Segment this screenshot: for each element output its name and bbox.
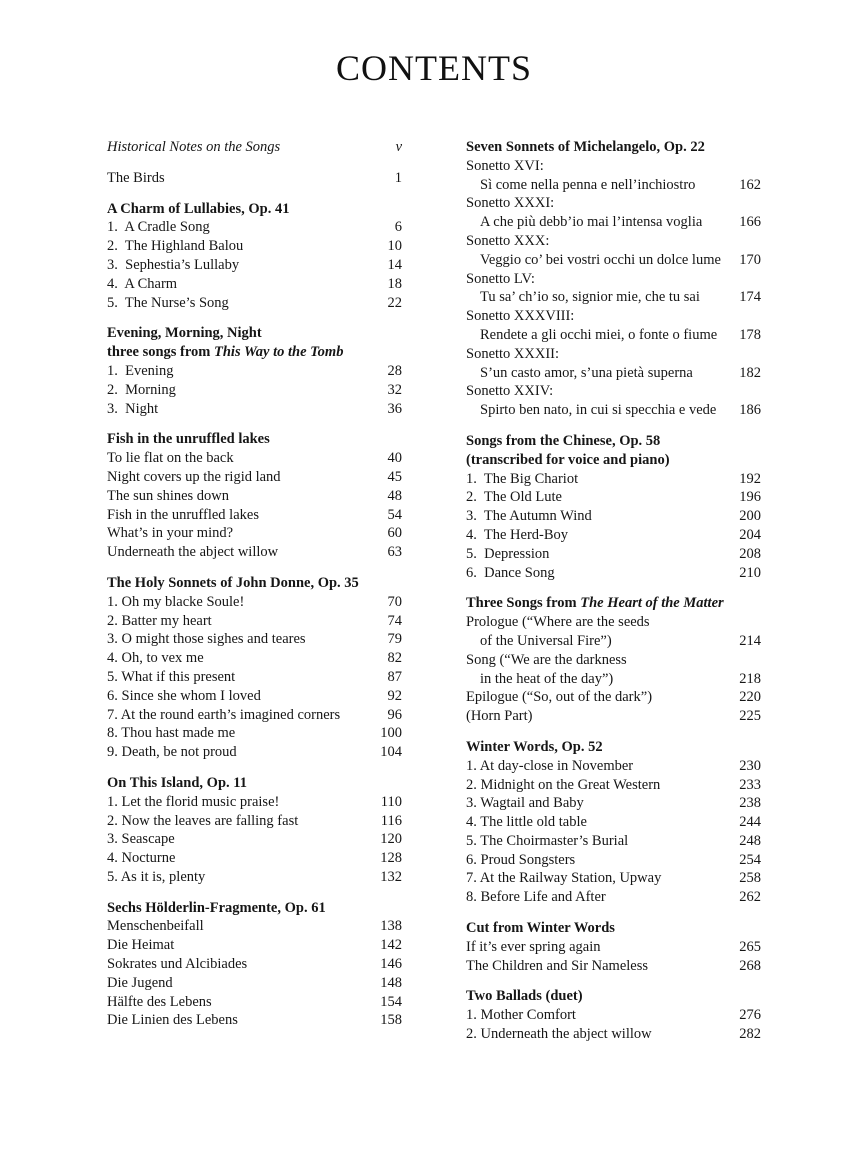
entry-title: 1. Let the florid music praise!	[107, 793, 280, 810]
entry-page-number: 178	[739, 326, 761, 343]
heading-text-run: The Heart of the Matter	[580, 595, 724, 612]
entry-page-number: 138	[380, 918, 402, 935]
entry-title: Prologue (“Where are the seeds	[466, 614, 650, 631]
toc-entry	[466, 776, 761, 795]
entry-title: 1. At day-close in November	[466, 757, 634, 774]
entry-page-number: 128	[380, 850, 402, 867]
toc-entry	[466, 488, 761, 507]
entry-page-number: v	[395, 139, 402, 155]
entry-title: 5. What if this present	[107, 668, 236, 685]
entry-page-number: 110	[380, 793, 402, 810]
entry-title: 4. A Charm	[107, 275, 178, 292]
entry-page-number: 48	[387, 487, 402, 504]
toc-entry	[466, 157, 761, 176]
entry-page-number: 10	[387, 238, 402, 255]
toc-entry	[466, 613, 761, 632]
entry-page-number: 204	[739, 526, 761, 543]
toc-entry	[466, 401, 761, 420]
toc-entry	[466, 526, 761, 545]
entry-title: 5. Depression	[466, 545, 550, 562]
right-column	[466, 138, 761, 1044]
toc-entry	[107, 169, 402, 188]
heading-text-run: This Way to the Tomb	[214, 344, 344, 361]
entry-page-number: 262	[739, 889, 761, 906]
entry-title: Sonetto XXX:	[466, 232, 550, 249]
entry-page-number: 132	[380, 868, 402, 885]
heading-text-run: Seven Sonnets of Michelangelo, Op. 22	[466, 139, 705, 155]
section-heading	[107, 774, 402, 793]
entry-title: 3. Sephestia’s Lullaby	[107, 256, 240, 273]
entry-title: Hälfte des Lebens	[107, 993, 212, 1010]
section-heading	[107, 324, 402, 343]
entry-title: Fish in the unruffled lakes	[107, 506, 259, 523]
entry-page-number: 170	[739, 251, 761, 268]
toc-entry	[466, 345, 761, 364]
toc-entry	[466, 507, 761, 526]
entry-title: 4. Oh, to vex me	[107, 650, 204, 667]
toc-entry	[107, 974, 402, 993]
entry-title: 2. The Old Lute	[466, 489, 562, 506]
entry-page-number: 63	[387, 544, 402, 561]
section-heading	[107, 343, 402, 362]
toc-entry	[466, 938, 761, 957]
entry-page-number: 104	[380, 744, 402, 761]
toc-entry	[107, 593, 402, 612]
entry-title: in the heat of the day”)	[480, 670, 614, 687]
entry-page-number: 192	[739, 470, 761, 487]
entry-title: Sonetto XXXVIII:	[466, 308, 575, 325]
toc-entry	[107, 138, 402, 157]
toc-section	[466, 987, 761, 1043]
entry-title: Sonetto XXXI:	[466, 195, 555, 212]
entry-page-number: 70	[387, 593, 402, 610]
toc-entry	[107, 687, 402, 706]
toc-entry	[107, 294, 402, 313]
toc-entry	[466, 1025, 761, 1044]
entry-page-number: 36	[387, 400, 402, 417]
toc-entry	[107, 724, 402, 743]
entry-page-number: 254	[739, 851, 761, 868]
entry-title: Sonetto XXIV:	[466, 383, 554, 400]
entry-title: To lie flat on the back	[107, 450, 234, 467]
toc-entry	[107, 743, 402, 762]
entry-title: Menschenbeifall	[107, 918, 204, 935]
entry-page-number: 200	[739, 508, 761, 525]
entry-title: 6. Dance Song	[466, 564, 555, 581]
toc-entry	[107, 649, 402, 668]
entry-title: 2. Underneath the abject willow	[466, 1026, 652, 1043]
toc-entry	[107, 1011, 402, 1030]
toc-entry	[466, 382, 761, 401]
entry-title: 2. Morning	[107, 381, 176, 398]
entry-page-number: 282	[739, 1026, 761, 1043]
toc-entry	[107, 468, 402, 487]
toc-entry	[107, 830, 402, 849]
entry-title: 2. The Highland Balou	[107, 238, 244, 255]
entry-title: 8. Before Life and After	[466, 889, 606, 906]
entry-title: Sonetto XVI:	[466, 157, 544, 174]
entry-title: 4. The Herd-Boy	[466, 526, 569, 543]
entry-title: Die Heimat	[107, 937, 175, 954]
entry-page-number: 146	[380, 956, 402, 973]
toc-entry	[466, 251, 761, 270]
toc-entry	[466, 651, 761, 670]
entry-title: 1. The Big Chariot	[466, 470, 579, 487]
heading-text-run: Songs from the Chinese, Op. 58	[466, 432, 661, 449]
entry-page-number: 230	[739, 757, 761, 774]
left-column	[107, 138, 402, 1030]
toc-entry	[466, 326, 761, 345]
toc-entry	[466, 813, 761, 832]
toc-entry	[107, 849, 402, 868]
toc-entry	[107, 630, 402, 649]
toc-entry	[466, 176, 761, 195]
section-heading	[466, 919, 761, 938]
toc-entry	[466, 869, 761, 888]
entry-title: Spirto ben nato, in cui si specchia e vede	[480, 402, 717, 419]
entry-page-number: 154	[380, 993, 402, 1010]
entry-title: 9. Death, be not proud	[107, 744, 237, 761]
toc-entry	[466, 307, 761, 326]
entry-page-number: 120	[380, 831, 402, 848]
entry-title: Underneath the abject willow	[107, 544, 279, 561]
entry-title: 5. As it is, plenty	[107, 868, 206, 885]
heading-text-run: A Charm of Lullabies, Op. 41	[107, 200, 290, 217]
toc-entry	[107, 524, 402, 543]
toc-section	[466, 594, 761, 726]
toc-entry	[466, 288, 761, 307]
toc-entry	[107, 506, 402, 525]
entry-page-number: 45	[387, 468, 402, 485]
toc-entry	[466, 270, 761, 289]
toc-entry	[107, 668, 402, 687]
section-heading	[466, 138, 761, 157]
entry-page-number: 214	[739, 632, 761, 649]
toc-entry	[466, 632, 761, 651]
toc-entry	[107, 449, 402, 468]
page-title: CONTENTS	[336, 48, 532, 88]
toc-section	[107, 774, 402, 887]
toc-entry	[466, 888, 761, 907]
entry-title: 8. Thou hast made me	[107, 725, 236, 742]
entry-page-number: 1	[394, 169, 402, 186]
entry-page-number: 60	[387, 525, 402, 542]
toc-entry	[466, 470, 761, 489]
entry-title: Sì come nella penna e nell’inchiostro	[480, 176, 696, 193]
toc-entry	[107, 400, 402, 419]
entry-page-number: 14	[387, 256, 402, 273]
entry-page-number: 225	[739, 708, 761, 725]
entry-page-number: 32	[387, 381, 402, 398]
section-heading	[466, 987, 761, 1006]
entry-title: Tu sa’ ch’io so, signior mie, che tu sai	[480, 289, 700, 306]
entry-page-number: 233	[739, 776, 761, 793]
entry-title: Veggio co’ bei vostri occhi un dolce lume	[480, 251, 721, 268]
toc-entry	[107, 612, 402, 631]
heading-text-run: Cut from Winter Words	[466, 920, 615, 937]
heading-text-run: The Holy Sonnets of John Donne, Op. 35	[107, 574, 359, 591]
entry-page-number: 174	[739, 289, 761, 306]
toc-section	[107, 200, 402, 313]
entry-page-number: 87	[387, 668, 402, 685]
entry-title: 3. O might those sighes and teares	[107, 631, 306, 648]
heading-text-run: Evening, Morning, Night	[107, 325, 262, 342]
toc-entry	[466, 851, 761, 870]
toc-entry	[466, 707, 761, 726]
entry-title: Rendete a gli occhi miei, o fonte o fiume	[480, 326, 718, 343]
entry-title: (Horn Part)	[466, 708, 533, 725]
entry-title: Sonetto XXXII:	[466, 345, 560, 362]
entry-title: Die Jugend	[107, 974, 173, 991]
toc-entry	[107, 706, 402, 725]
heading-text-run: Sechs Hölderlin-Fragmente, Op. 61	[107, 899, 326, 916]
toc-entry	[107, 543, 402, 562]
toc-entry	[466, 364, 761, 383]
toc-entry	[107, 868, 402, 887]
heading-text-run: Three Songs from	[466, 595, 581, 612]
toc-columns	[107, 138, 761, 1044]
section-heading	[107, 574, 402, 593]
entry-title: 3. Seascape	[107, 831, 175, 848]
toc-entry	[107, 793, 402, 812]
entry-page-number: 22	[387, 294, 402, 311]
entry-title: Sokrates und Alcibiades	[107, 956, 248, 973]
toc-entry	[107, 955, 402, 974]
toc-entry	[466, 794, 761, 813]
entry-title: What’s in your mind?	[107, 525, 234, 542]
entry-title: 1. Oh my blacke Soule!	[107, 593, 245, 610]
entry-title: 7. At the Railway Station, Upway	[466, 870, 662, 887]
entry-page-number: 28	[387, 362, 402, 379]
toc-entry	[107, 936, 402, 955]
entry-title: of the Universal Fire”)	[480, 632, 612, 649]
toc-entry	[466, 688, 761, 707]
toc-entry	[466, 545, 761, 564]
entry-page-number: 162	[739, 176, 761, 193]
entry-page-number: 186	[739, 402, 761, 419]
entry-title: 4. The little old table	[466, 814, 587, 831]
heading-text-run: Fish in the unruffled lakes	[107, 431, 270, 448]
entry-title: Song (“We are the darkness	[466, 651, 627, 668]
entry-page-number: 166	[739, 214, 761, 231]
entry-title: 3. Night	[107, 400, 159, 417]
entry-title: If it’s ever spring again	[466, 938, 601, 955]
entry-title: 1. Evening	[107, 362, 174, 379]
entry-page-number: 220	[739, 689, 761, 706]
toc-entry	[466, 232, 761, 251]
toc-section	[107, 430, 402, 562]
toc-entry	[107, 275, 402, 294]
entry-page-number: 54	[387, 506, 402, 523]
entry-title: 1. Mother Comfort	[466, 1007, 576, 1024]
entry-title: Historical Notes on the Songs	[107, 139, 281, 155]
entry-page-number: 6	[394, 219, 402, 236]
toc-entry	[466, 564, 761, 583]
entry-page-number: 40	[387, 450, 402, 467]
section-heading	[466, 451, 761, 470]
entry-page-number: 82	[387, 650, 402, 667]
entry-page-number: 268	[739, 957, 761, 974]
entry-page-number: 18	[387, 275, 402, 292]
entry-title: 2. Midnight on the Great Western	[466, 776, 661, 793]
entry-page-number: 182	[739, 364, 761, 381]
entry-title: Die Linien des Lebens	[107, 1012, 238, 1029]
heading-text-run: three songs from	[107, 344, 214, 361]
toc-entry	[107, 362, 402, 381]
entry-page-number: 238	[739, 795, 761, 812]
entry-title: 5. The Nurse’s Song	[107, 294, 229, 311]
entry-page-number: 258	[739, 870, 761, 887]
entry-page-number: 210	[739, 564, 761, 581]
entry-title: 2. Batter my heart	[107, 612, 212, 629]
entry-page-number: 148	[380, 974, 402, 991]
toc-entry	[107, 812, 402, 831]
toc-entry	[107, 487, 402, 506]
entry-page-number: 265	[739, 938, 761, 955]
section-heading	[107, 430, 402, 449]
entry-page-number: 196	[739, 489, 761, 506]
entry-page-number: 92	[387, 687, 402, 704]
heading-text-run: (transcribed for voice and piano)	[466, 451, 670, 468]
entry-title: A che più debb’io mai l’intensa voglia	[480, 214, 703, 231]
entry-title: S’un casto amor, s’una pietà superna	[480, 364, 693, 381]
heading-text-run: Two Ballads	[466, 988, 546, 1005]
toc-section	[107, 138, 402, 157]
entry-page-number: 74	[387, 612, 402, 629]
toc-entry	[466, 957, 761, 976]
section-heading	[466, 432, 761, 451]
entry-page-number: 248	[739, 832, 761, 849]
entry-page-number: 116	[380, 812, 402, 829]
toc-section	[107, 574, 402, 762]
entry-page-number: 208	[739, 545, 761, 562]
toc-entry	[107, 381, 402, 400]
entry-title: 6. Since she whom I loved	[107, 687, 261, 704]
section-heading	[466, 738, 761, 757]
entry-title: The Children and Sir Nameless	[466, 957, 649, 974]
toc-entry	[466, 832, 761, 851]
toc-entry	[466, 670, 761, 689]
toc-section	[107, 899, 402, 1031]
entry-title: The sun shines down	[107, 487, 230, 504]
section-heading	[107, 200, 402, 219]
entry-title: 5. The Choirmaster’s Burial	[466, 832, 629, 849]
heading-text-run: Winter Words, Op. 52	[466, 738, 603, 755]
toc-entry	[107, 993, 402, 1012]
entry-title: 6. Proud Songsters	[466, 851, 576, 868]
toc-section	[466, 432, 761, 582]
entry-title: 2. Now the leaves are falling fast	[107, 812, 299, 829]
entry-title: 3. Wagtail and Baby	[466, 795, 584, 812]
entry-page-number: 100	[380, 725, 402, 742]
entry-title: 3. The Autumn Wind	[466, 508, 592, 525]
toc-entry	[107, 237, 402, 256]
entry-title: 4. Nocturne	[107, 850, 176, 867]
entry-title: Epilogue (“So, out of the dark”)	[466, 689, 653, 706]
section-heading	[466, 594, 761, 613]
entry-page-number: 142	[380, 937, 402, 954]
toc-section	[107, 324, 402, 418]
toc-section	[466, 738, 761, 907]
entry-page-number: 96	[387, 706, 402, 723]
entry-title: 7. At the round earth’s imagined corners	[107, 706, 341, 723]
entry-title: Night covers up the rigid land	[107, 468, 281, 485]
entry-title: 1. A Cradle Song	[107, 219, 210, 236]
toc-entry	[107, 256, 402, 275]
toc-section	[466, 919, 761, 975]
toc-entry	[107, 218, 402, 237]
toc-section	[466, 138, 761, 420]
entry-page-number: 218	[739, 670, 761, 687]
entry-page-number: 79	[387, 631, 402, 648]
entry-page-number: 276	[739, 1007, 761, 1024]
toc-section	[107, 169, 402, 188]
entry-page-number: 244	[739, 814, 761, 831]
toc-entry	[466, 757, 761, 776]
section-heading	[107, 899, 402, 918]
toc-entry	[107, 917, 402, 936]
toc-entry	[466, 194, 761, 213]
entry-title: Sonetto LV:	[466, 270, 535, 287]
toc-entry	[466, 213, 761, 232]
heading-text-run: On This Island, Op. 11	[107, 774, 247, 791]
entry-title: The Birds	[107, 169, 165, 186]
entry-page-number: 158	[380, 1012, 402, 1029]
heading-text-run: (duet)	[545, 988, 583, 1005]
toc-entry	[466, 1006, 761, 1025]
